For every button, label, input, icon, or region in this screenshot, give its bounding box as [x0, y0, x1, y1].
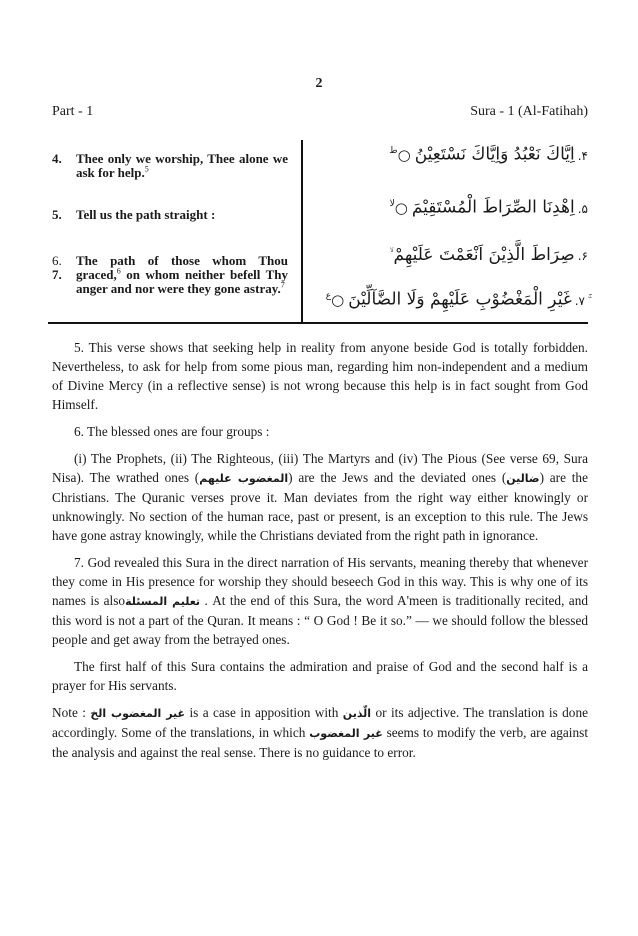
part-label: Part - 1 — [52, 104, 94, 119]
arabic-term: المغضوب عليهم — [199, 472, 289, 485]
arabic-verse-text: غَيْرِ الْمَغْضُوْبِ عَلَيْهِمْ وَلَا الضَّآلِّيْنَ — [348, 289, 572, 310]
ruku-sign: ع — [325, 291, 332, 301]
verse-text: Thee only we worship, Thee alone we ask for help. — [76, 151, 288, 180]
arabic-term: ضالين — [506, 472, 540, 485]
arabic-verse-text: اِهْدِنَا الصِّرَاطَ الْمُسْتَقِيْمَ — [411, 197, 575, 218]
verse-number: 7. — [52, 267, 62, 282]
note-text: or its adjective. The translation is done accordingly. Some of the translations, in which — [52, 705, 589, 740]
footnote-text: (i) The Prophets, (ii) The Righteous, (iii) The Martyrs and (iv) The Pious (See verse 69, Sura Nisa). The wrathed ones ( — [52, 451, 588, 485]
sura-label: Sura - 1 (Al-Fatihah) — [470, 104, 588, 119]
page-number: 2 — [315, 76, 323, 91]
verse-end-mark-icon: ○ — [331, 290, 345, 309]
summary-paragraph: The first half of this Sura contains the admiration and praise of God and the second half is a prayer for His servants. — [52, 659, 588, 693]
footnote-7 — [52, 553, 588, 649]
verse-5-arabic — [308, 193, 588, 220]
footnote-text: 7. God revealed this Sura in the direct narration of His servants, meaning thereby that whenever they come in His presence for worship they should beseech God in this way. This is why one of its names is also — [52, 555, 588, 608]
footnote-5: 5. This verse shows that seeking help in reality from anyone beside God is totally forbidden. Nevertheless, to ask for help from some pious man, regarding him non-independent and a medium of Divine Mercy (in a reflective sense) is not wrong because this help is in fact sought from God Himself. — [52, 340, 588, 412]
footnote-text: . At the end of this Sura, the word A'meen is traditionally recited, and this word is not a part of the Quran. It means : “ O God ! Be it so.” — we should follow the blessed people and get away from the betrayed ones. — [52, 593, 588, 647]
verse-text: The path of those whom Thou graced, — [76, 253, 288, 282]
footnote-ref: 6 — [116, 266, 121, 276]
note-text: seems to modify the verb, are against the analysis and against the real sense. There is no guidance to error. — [52, 725, 589, 760]
arabic-verse-text: صِرَاطَ الَّذِيْنَ اَنْعَمْتَ عَلَيْهِمْ — [393, 245, 575, 265]
verse-6-arabic — [308, 244, 588, 267]
note-label: Note : — [52, 705, 86, 720]
footnote-6-body — [52, 449, 588, 545]
arabic-term: الّذين — [342, 707, 372, 720]
verse-4-arabic — [308, 140, 588, 167]
arabic-term: تعليم المسئلة — [125, 595, 201, 608]
waqf-sign: لا — [389, 199, 395, 209]
footnote-text: ) are the Jews and the deviated ones ( — [288, 470, 507, 485]
verse-5-english — [52, 208, 292, 222]
verse-number: 5. — [52, 207, 62, 222]
verse-number: 4. — [52, 151, 62, 166]
footnote-ref: 7 — [280, 280, 285, 290]
verse-end-mark-icon: ○ — [394, 198, 408, 217]
arabic-verse-text: اِيَّاكَ نَعْبُدُ وَاِيَّاكَ نَسْتَعِيْنُ — [414, 144, 575, 165]
footnote-6-intro: 6. The blessed ones are four groups : — [74, 424, 270, 439]
arabic-verse-number: ۷. — [574, 293, 585, 308]
arabic-verse-number: ۵. — [577, 201, 588, 216]
note-paragraph — [52, 703, 588, 762]
waqf-sign: ط — [389, 146, 398, 156]
verse-end-mark-icon: ○ — [397, 145, 411, 164]
verse-number: 6. — [52, 253, 62, 268]
arabic-verse-number: ۴. — [577, 148, 588, 163]
arabic-term: غير المغضوب — [309, 727, 383, 740]
footnote-ref: 5 — [144, 164, 149, 174]
footnote-text: ) are the Christians. The Quranic verses prove it. Man deviates from the right way either knowingly or unknowingly. No section of the human race, past or present, is an exception to this rule. The Jews have gone astray knowingly, while the Christians deviated from the right path in ignorance. — [52, 470, 588, 543]
column-divider — [301, 140, 303, 324]
verse-text: on whom neither befell Thy anger and nor were they gone astray. — [76, 267, 288, 296]
arabic-verse-number: ۶. — [577, 249, 588, 263]
verse-6-7-english — [52, 254, 292, 296]
verse-text: Tell us the path straight : — [76, 207, 216, 222]
arabic-term: غير المغضوب الخ — [90, 707, 186, 720]
verse-7-arabic — [308, 285, 588, 312]
note-text: is a case in apposition with — [185, 705, 343, 720]
commentary — [52, 338, 588, 770]
verse-4-english — [52, 152, 292, 180]
table-bottom-rule — [48, 322, 588, 324]
